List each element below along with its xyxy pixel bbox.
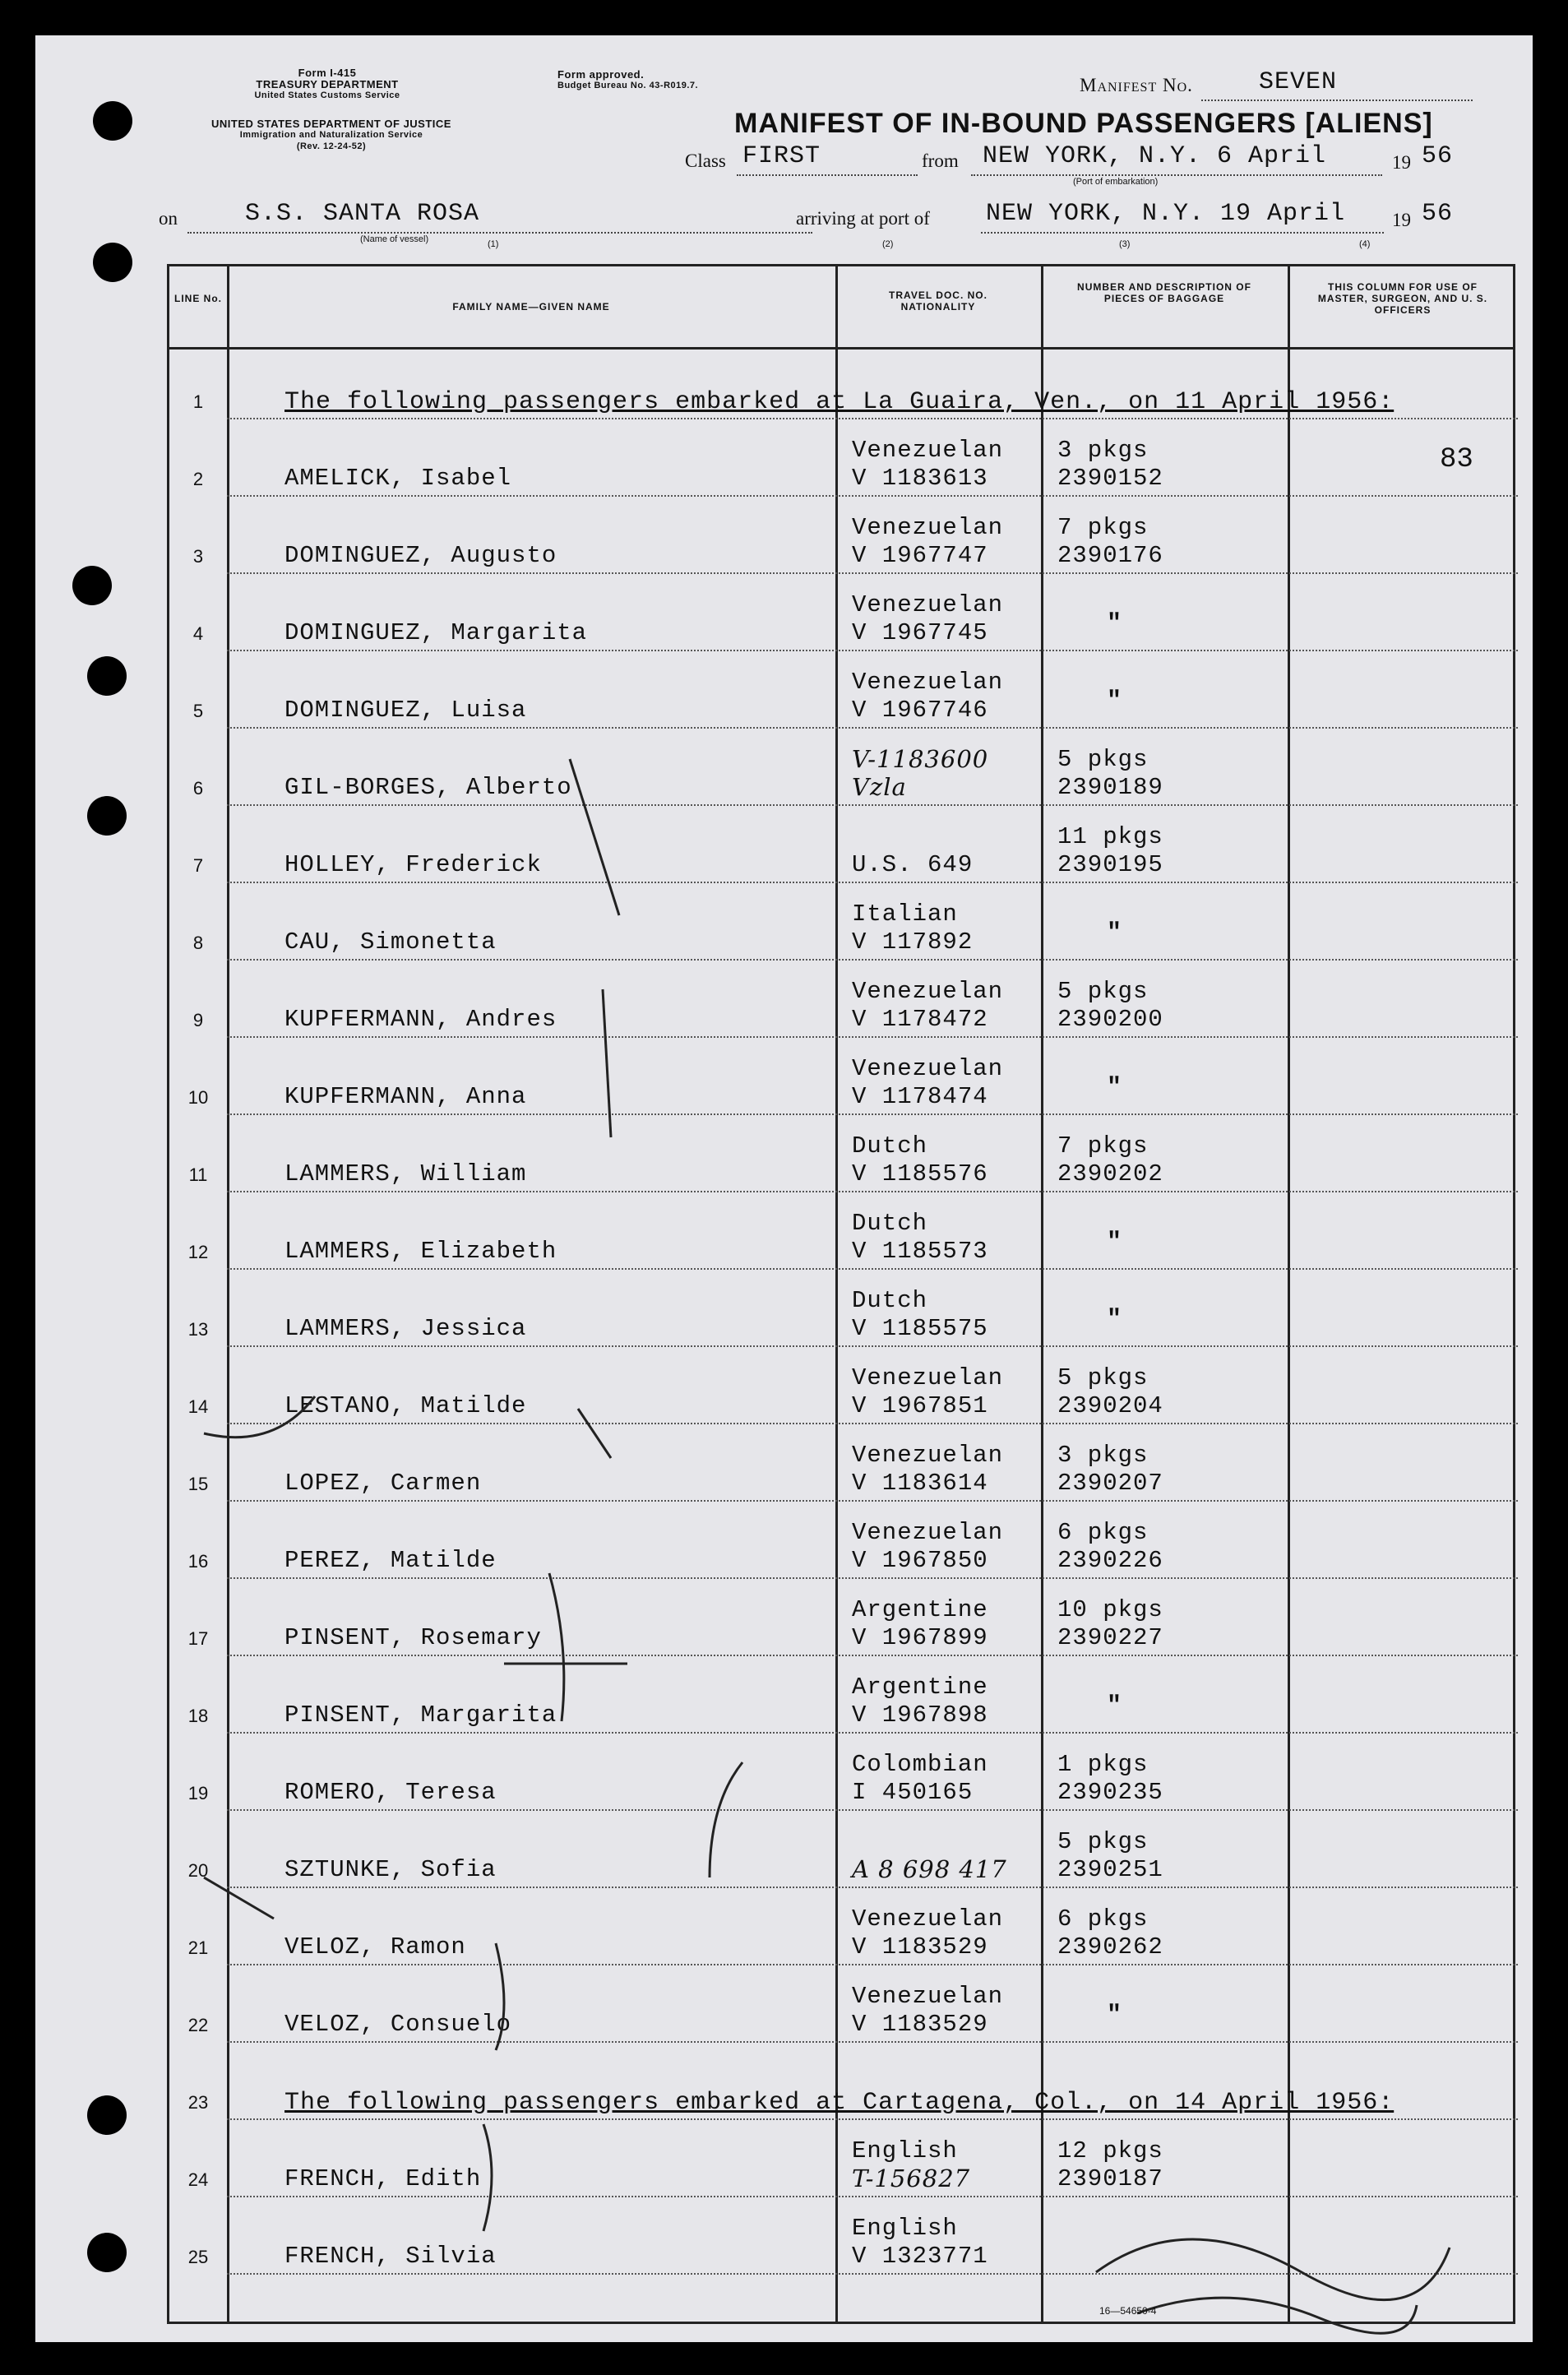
manifest-label: Manifest No. bbox=[1080, 75, 1193, 95]
class-label: Class bbox=[685, 150, 726, 171]
budget-label: Budget Bureau No. 43-R019.7. bbox=[557, 81, 699, 90]
travel-doc-number: V 1967746 bbox=[852, 697, 988, 724]
officer-note: 83 bbox=[1440, 444, 1473, 475]
travel-doc-number: V 1967899 bbox=[852, 1624, 988, 1651]
travel-doc-number: V 1183529 bbox=[852, 1933, 988, 1961]
baggage-count: 3 pkgs bbox=[1057, 437, 1149, 464]
nationality: Argentine bbox=[852, 1674, 988, 1701]
line-number: 19 bbox=[187, 1783, 209, 1803]
from-label: from bbox=[922, 150, 959, 171]
ditto-mark: " bbox=[1107, 1074, 1122, 1102]
nationality: Venezuelan bbox=[852, 978, 1004, 1005]
travel-doc-number: V 117892 bbox=[852, 928, 974, 956]
baggage-tag: 2390200 bbox=[1057, 1006, 1163, 1033]
ditto-mark: " bbox=[1107, 2002, 1122, 2030]
passenger-name: KUPFERMANN, Andres bbox=[284, 1006, 557, 1033]
passenger-name: GIL-BORGES, Alberto bbox=[284, 774, 572, 801]
year-embark: 56 bbox=[1422, 142, 1454, 170]
nationality: V-1183600 bbox=[852, 745, 989, 773]
embarkation-note: The following passengers embarked at La Guaira, Ven., on 11 April 1956: bbox=[284, 388, 1395, 416]
year-prefix: 19 bbox=[1392, 210, 1411, 230]
nationality: Dutch bbox=[852, 1210, 928, 1237]
header-name: FAMILY NAME—GIVEN NAME bbox=[452, 301, 610, 312]
nationality: English bbox=[852, 2137, 958, 2164]
baggage-tag: 2390176 bbox=[1057, 542, 1163, 569]
baggage-tag: 2390207 bbox=[1057, 1470, 1163, 1497]
line-number: 18 bbox=[187, 1706, 209, 1726]
ditto-mark: " bbox=[1107, 688, 1122, 715]
baggage-count: 10 pkgs bbox=[1057, 1596, 1163, 1623]
manifest-title: MANIFEST OF IN-BOUND PASSENGERS [ALIENS] bbox=[734, 108, 1433, 139]
line-number: 17 bbox=[187, 1628, 209, 1649]
passenger-name: DOMINGUEZ, Luisa bbox=[284, 697, 527, 724]
travel-doc-number: V 1183613 bbox=[852, 465, 988, 492]
passenger-name: PEREZ, Matilde bbox=[284, 1547, 497, 1574]
port-caption: (Port of embarkation) bbox=[1073, 177, 1159, 187]
baggage-tag: 2390226 bbox=[1057, 1547, 1163, 1574]
doj-label: UNITED STATES DEPARTMENT OF JUSTICE bbox=[211, 118, 451, 130]
travel-doc-number: T-156827 bbox=[852, 2164, 971, 2192]
ditto-mark: " bbox=[1107, 1306, 1122, 1334]
handwritten-marks bbox=[35, 35, 1533, 2342]
line-number: 21 bbox=[187, 1937, 209, 1958]
col-ref: (2) bbox=[882, 239, 894, 249]
passenger-name: CAU, Simonetta bbox=[284, 928, 497, 956]
line-number: 16 bbox=[187, 1551, 209, 1572]
travel-doc-number: V 1185576 bbox=[852, 1160, 988, 1188]
passenger-name: AMELICK, Isabel bbox=[284, 465, 512, 492]
baggage-count: 5 pkgs bbox=[1057, 1364, 1149, 1391]
travel-doc-number: V 1178472 bbox=[852, 1006, 988, 1033]
line-number: 22 bbox=[187, 2015, 209, 2035]
nationality: Venezuelan bbox=[852, 437, 1004, 464]
nationality: Venezuelan bbox=[852, 1983, 1004, 2010]
nationality: Dutch bbox=[852, 1287, 928, 1314]
line-number: 23 bbox=[187, 2092, 209, 2113]
nationality: Venezuelan bbox=[852, 669, 1004, 696]
line-number: 24 bbox=[187, 2169, 209, 2190]
form-number: Form I-415 bbox=[298, 67, 357, 79]
line-number: 7 bbox=[192, 855, 204, 876]
passenger-name: LAMMERS, Jessica bbox=[284, 1315, 527, 1342]
baggage-tag: 2390262 bbox=[1057, 1933, 1163, 1961]
passenger-name: LAMMERS, William bbox=[284, 1160, 527, 1188]
ditto-mark: " bbox=[1107, 1692, 1122, 1720]
travel-doc-number: U.S. 649 bbox=[852, 851, 974, 878]
line-number: 25 bbox=[187, 2247, 209, 2267]
header-line-no: LINE No. bbox=[174, 293, 222, 304]
form-code: 16—54650-4 bbox=[1099, 2305, 1157, 2317]
travel-doc-number: I 450165 bbox=[852, 1779, 974, 1806]
travel-doc-number: V 1178474 bbox=[852, 1083, 988, 1110]
nationality: Venezuelan bbox=[852, 1905, 1004, 1933]
travel-doc-number: V 1183614 bbox=[852, 1470, 988, 1497]
travel-doc-number: V 1183529 bbox=[852, 2011, 988, 2038]
line-number: 12 bbox=[187, 1242, 209, 1262]
vessel-caption: (Name of vessel) bbox=[360, 234, 429, 244]
travel-doc-number: V 1185573 bbox=[852, 1238, 988, 1265]
passenger-name: ROMERO, Teresa bbox=[284, 1779, 497, 1806]
passenger-name: DOMINGUEZ, Margarita bbox=[284, 619, 588, 646]
passenger-name: FRENCH, Edith bbox=[284, 2165, 482, 2192]
travel-doc-number: V 1323771 bbox=[852, 2243, 988, 2270]
line-number: 6 bbox=[192, 778, 204, 799]
passenger-name: LAMMERS, Elizabeth bbox=[284, 1238, 557, 1265]
rev-label: (Rev. 12-24-52) bbox=[296, 141, 367, 151]
baggage-tag: 2390189 bbox=[1057, 774, 1163, 801]
baggage-count: 12 pkgs bbox=[1057, 2137, 1163, 2164]
passenger-name: PINSENT, Margarita bbox=[284, 1701, 557, 1729]
year-prefix: 19 bbox=[1392, 152, 1411, 173]
travel-doc-number: A 8 698 417 bbox=[852, 1855, 1007, 1883]
passenger-name: PINSENT, Rosemary bbox=[284, 1624, 542, 1651]
travel-doc-number: V 1967850 bbox=[852, 1547, 988, 1574]
travel-doc-number: V 1967851 bbox=[852, 1392, 988, 1419]
passenger-name: VELOZ, Consuelo bbox=[284, 2011, 512, 2038]
customs-label: United States Customs Service bbox=[254, 90, 400, 100]
class-value: FIRST bbox=[742, 142, 821, 170]
line-number: 4 bbox=[192, 623, 204, 644]
line-number: 1 bbox=[192, 391, 204, 412]
nationality: Colombian bbox=[852, 1751, 988, 1778]
baggage-tag: 2390195 bbox=[1057, 851, 1163, 878]
line-number: 14 bbox=[187, 1396, 209, 1417]
line-number: 20 bbox=[187, 1860, 209, 1881]
vessel-name: S.S. SANTA ROSA bbox=[245, 200, 480, 228]
embarkation-note: The following passengers embarked at Cartagena, Col., on 14 April 1956: bbox=[284, 2089, 1395, 2117]
nationality: Venezuelan bbox=[852, 1055, 1004, 1082]
passenger-name: LOPEZ, Carmen bbox=[284, 1470, 482, 1497]
travel-doc-number: V 1967898 bbox=[852, 1701, 988, 1729]
baggage-tag: 2390235 bbox=[1057, 1779, 1163, 1806]
header-travel-doc: TRAVEL DOC. NO. NATIONALITY bbox=[889, 289, 988, 312]
nationality: Dutch bbox=[852, 1132, 928, 1160]
ditto-mark: " bbox=[1107, 1229, 1122, 1257]
travel-doc-number: Vzla bbox=[852, 773, 907, 801]
treasury-label: TREASURY DEPARTMENT bbox=[256, 78, 399, 90]
baggage-count: 7 pkgs bbox=[1057, 1132, 1149, 1160]
nationality: Italian bbox=[852, 900, 958, 928]
baggage-count: 7 pkgs bbox=[1057, 514, 1149, 541]
travel-doc-number: V 1967745 bbox=[852, 619, 988, 646]
embarkation-port: NEW YORK, N.Y. 6 April bbox=[983, 142, 1327, 170]
baggage-count: 11 pkgs bbox=[1057, 823, 1163, 850]
line-number: 11 bbox=[188, 1164, 208, 1185]
line-number: 13 bbox=[187, 1319, 209, 1340]
baggage-tag: 2390251 bbox=[1057, 1856, 1163, 1883]
arrival-port: NEW YORK, N.Y. 19 April bbox=[986, 200, 1346, 228]
arriving-label: arriving at port of bbox=[796, 208, 930, 229]
header-officers: THIS COLUMN FOR USE OF MASTER, SURGEON, AND U. S. OFFICERS bbox=[1317, 281, 1488, 316]
line-number: 5 bbox=[192, 701, 204, 721]
nationality: Venezuelan bbox=[852, 514, 1004, 541]
line-number: 9 bbox=[192, 1010, 204, 1030]
manifest-page bbox=[35, 35, 1533, 2342]
manifest-number: SEVEN bbox=[1259, 68, 1338, 96]
nationality: Venezuelan bbox=[852, 1364, 1004, 1391]
nationality: Argentine bbox=[852, 1596, 988, 1623]
year-arrive: 56 bbox=[1422, 200, 1454, 228]
col-ref: (1) bbox=[488, 239, 499, 249]
line-number: 15 bbox=[187, 1474, 209, 1494]
passenger-name: DOMINGUEZ, Augusto bbox=[284, 542, 557, 569]
header-baggage: NUMBER AND DESCRIPTION OF PIECES OF BAGGAGE bbox=[1077, 281, 1251, 304]
passenger-name: KUPFERMANN, Anna bbox=[284, 1083, 527, 1110]
passenger-name: SZTUNKE, Sofia bbox=[284, 1856, 497, 1883]
col-ref: (3) bbox=[1119, 239, 1131, 249]
approval-label: Form approved. bbox=[557, 68, 645, 81]
baggage-tag: 2390187 bbox=[1057, 2165, 1163, 2192]
line-number: 8 bbox=[192, 933, 204, 953]
ins-label: Immigration and Naturalization Service bbox=[239, 130, 423, 140]
travel-doc-number: V 1185575 bbox=[852, 1315, 988, 1342]
ditto-mark: " bbox=[1107, 610, 1122, 638]
baggage-count: 5 pkgs bbox=[1057, 1828, 1149, 1855]
baggage-count: 6 pkgs bbox=[1057, 1905, 1149, 1933]
nationality: Venezuelan bbox=[852, 591, 1004, 618]
ditto-mark: " bbox=[1107, 919, 1122, 947]
nationality: Venezuelan bbox=[852, 1519, 1004, 1546]
baggage-count: 1 pkgs bbox=[1057, 1751, 1149, 1778]
baggage-tag: 2390227 bbox=[1057, 1624, 1163, 1651]
travel-doc-number: V 1967747 bbox=[852, 542, 988, 569]
baggage-tag: 2390202 bbox=[1057, 1160, 1163, 1188]
line-number: 3 bbox=[192, 546, 204, 567]
passenger-name: LESTANO, Matilde bbox=[284, 1392, 527, 1419]
passenger-name: HOLLEY, Frederick bbox=[284, 851, 542, 878]
baggage-count: 6 pkgs bbox=[1057, 1519, 1149, 1546]
passenger-name: FRENCH, Silvia bbox=[284, 2243, 497, 2270]
line-number: 10 bbox=[187, 1087, 209, 1108]
passenger-name: VELOZ, Ramon bbox=[284, 1933, 466, 1961]
baggage-tag: 2390204 bbox=[1057, 1392, 1163, 1419]
nationality: English bbox=[852, 2215, 958, 2242]
baggage-count: 5 pkgs bbox=[1057, 746, 1149, 773]
nationality: Venezuelan bbox=[852, 1442, 1004, 1469]
baggage-count: 3 pkgs bbox=[1057, 1442, 1149, 1469]
baggage-tag: 2390152 bbox=[1057, 465, 1163, 492]
line-number: 2 bbox=[192, 469, 204, 489]
on-label: on bbox=[159, 208, 178, 229]
baggage-count: 5 pkgs bbox=[1057, 978, 1149, 1005]
col-ref: (4) bbox=[1359, 239, 1371, 249]
